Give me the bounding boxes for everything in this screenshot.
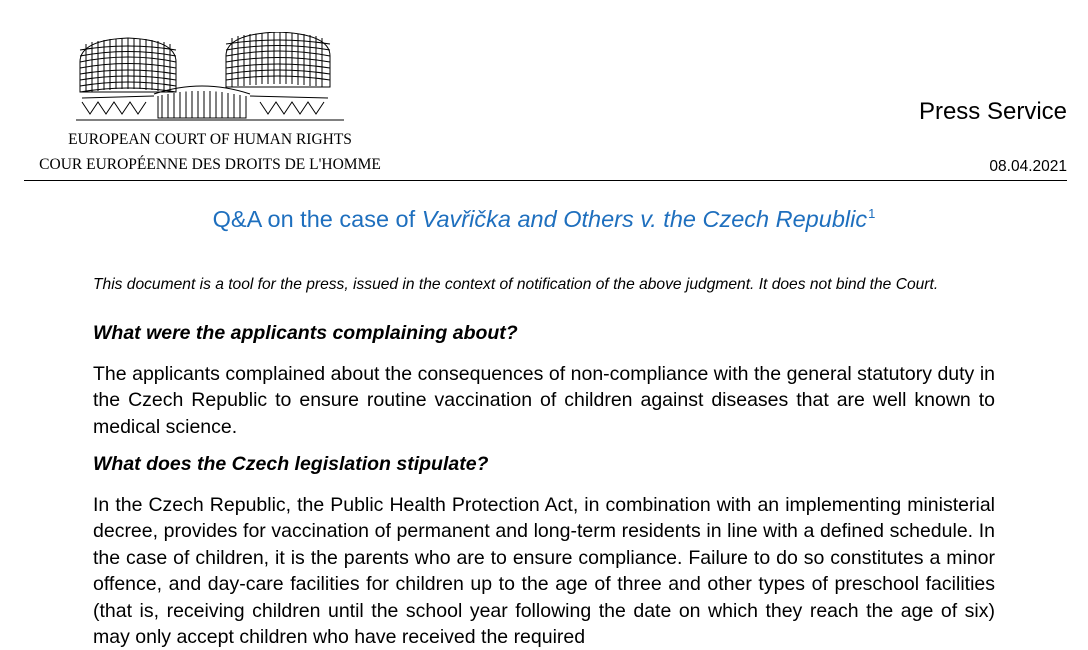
court-building-icon — [76, 32, 344, 124]
case-name: Vavřička and Others v. the Czech Republic — [421, 206, 868, 232]
question-heading: What does the Czech legislation stipulate? — [93, 453, 489, 475]
document-title — [0, 206, 1088, 233]
court-name-english: EUROPEAN COURT OF HUMAN RIGHTS — [68, 131, 352, 148]
disclaimer-text: This document is a tool for the press, issued in the context of notification of the above judgment. It does not bind the Court. — [93, 276, 939, 293]
press-service-label: Press Service — [918, 98, 1067, 125]
court-name-french: COUR EUROPÉENNE DES DROITS DE L'HOMME — [39, 156, 381, 173]
answer-paragraph: In the Czech Republic, the Public Health Protection Act, in combination with an implementing ministerial decree, provides for vaccination of permanent and long-term residents in line with a defined schedule. In the case of children, it is the parents who are to ensure compliance. Failure to do so constitutes a minor offence, and day-care facilities for children up to the age of three and other types of preschool facilities (that is, receiving children until the school year following the date on which they reach the age of six) may only accept children who have received the required — [93, 494, 995, 649]
header-divider — [24, 180, 1067, 181]
court-logo — [24, 30, 396, 180]
answer-paragraph: The applicants complained about the consequences of non-compliance with the general statutory duty in the Czech Republic to ensure routine vaccination of children against diseases that are well known to medical science. — [93, 363, 995, 438]
footnote-reference[interactable]: 1 — [868, 206, 876, 221]
document-date: 08.04.2021 — [989, 158, 1067, 175]
question-heading: What were the applicants complaining about? — [93, 322, 518, 344]
title-prefix: Q&A on the case of — [212, 206, 422, 232]
